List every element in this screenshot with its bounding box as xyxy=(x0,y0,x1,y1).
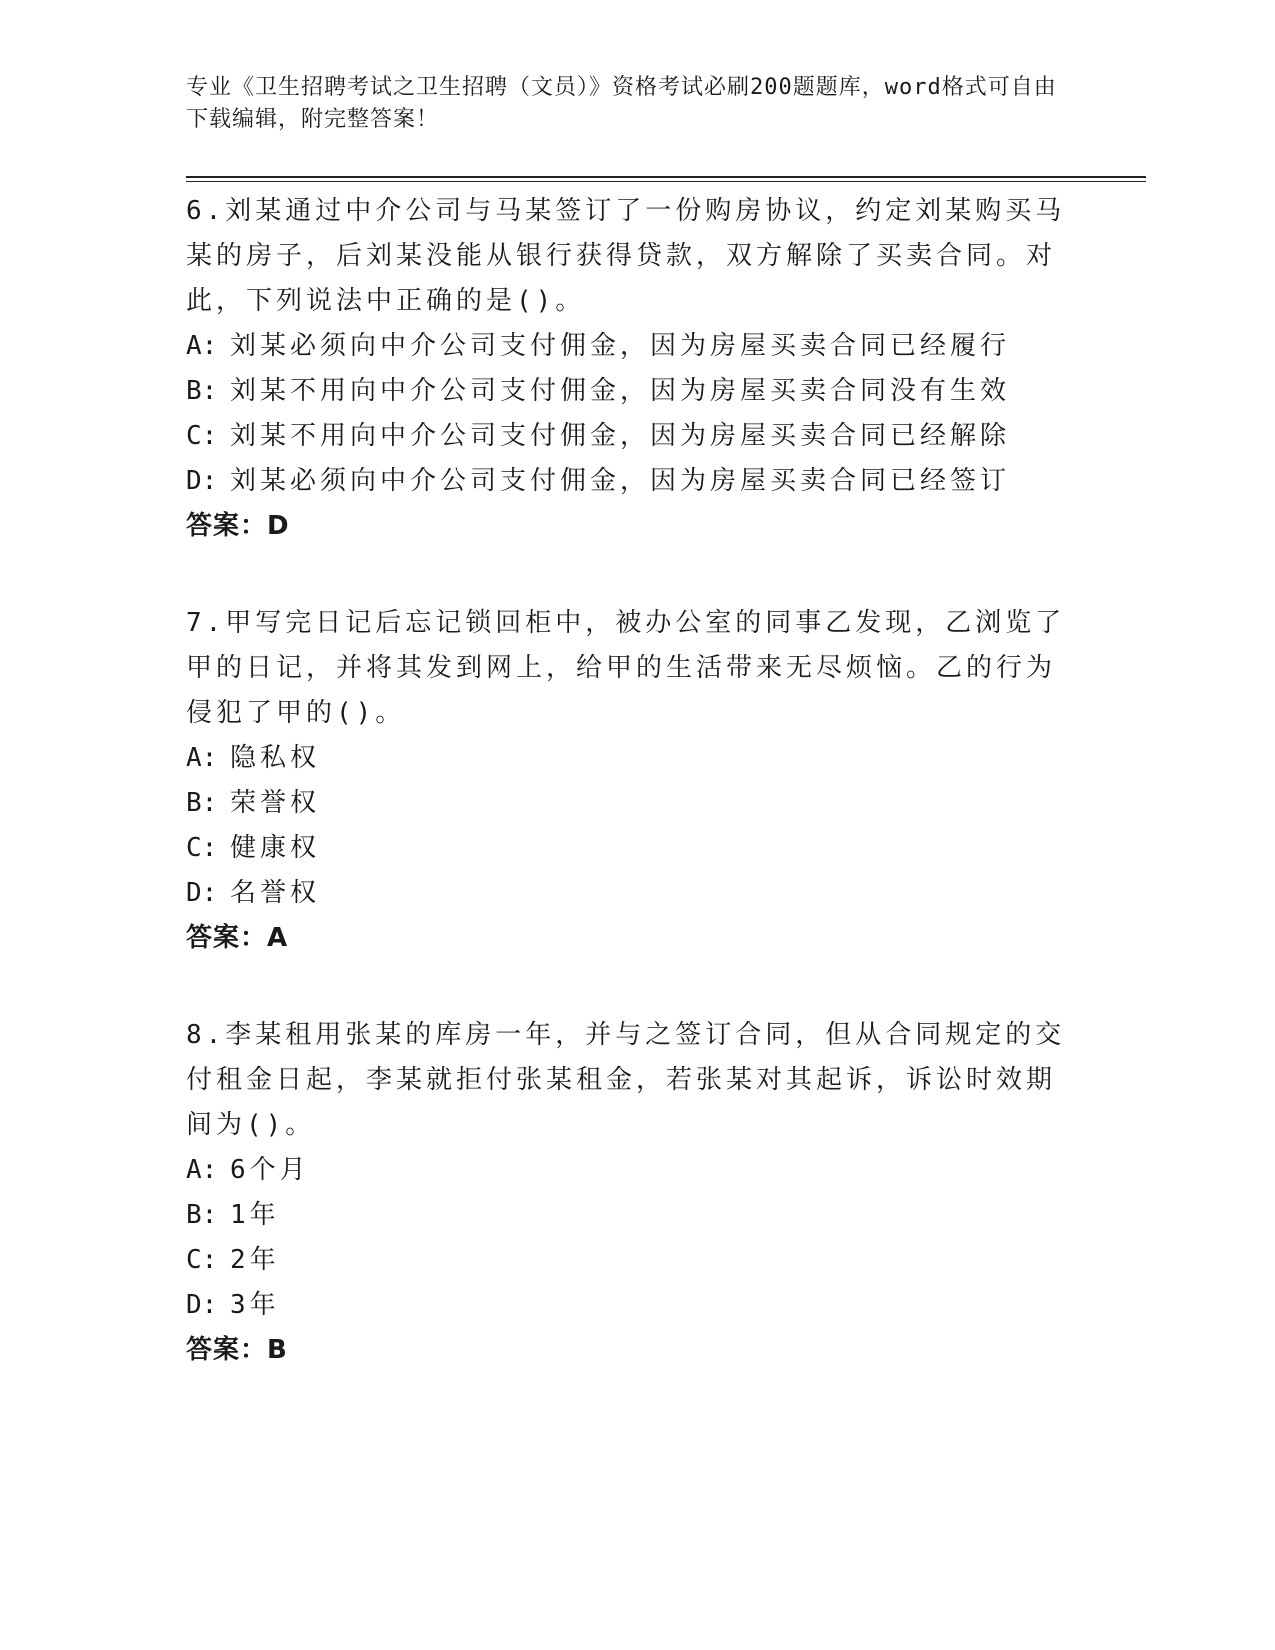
question-list xyxy=(186,189,1066,1425)
option-text: 刘某必须向中介公司支付佣金，因为房屋买卖合同已经签订 xyxy=(230,466,1011,496)
header-divider-thin xyxy=(186,181,1146,182)
option-text: 1年 xyxy=(230,1200,280,1230)
answer-line: 答案：A xyxy=(186,923,289,953)
option-text: 隐私权 xyxy=(230,743,321,773)
option-d xyxy=(186,1283,1066,1328)
option-text: 3年 xyxy=(230,1290,280,1320)
option-text: 刘某必须向中介公司支付佣金，因为房屋买卖合同已经履行 xyxy=(230,331,1011,361)
question-7 xyxy=(186,601,1066,961)
question-stem: 8.李某租用张某的库房一年，并与之签订合同，但从合同规定的交付租金日起，李某就拒付张某租金，若张某对其起诉，诉讼时效期间为()。 xyxy=(186,1020,1066,1140)
question-8 xyxy=(186,1013,1066,1373)
option-d xyxy=(186,459,1066,504)
option-label: D: xyxy=(186,466,218,496)
option-label: B: xyxy=(186,1200,218,1230)
option-text: 名誉权 xyxy=(230,878,321,908)
option-text: 刘某不用向中介公司支付佣金，因为房屋买卖合同已经解除 xyxy=(230,421,1011,451)
option-c xyxy=(186,826,1066,871)
option-label: A: xyxy=(186,743,218,773)
option-label: C: xyxy=(186,421,218,451)
document-header: 专业《卫生招聘考试之卫生招聘（文员）》资格考试必刷200题题库，word格式可自由下载编辑，附完整答案！ xyxy=(186,75,1057,132)
question-stem: 6.刘某通过中介公司与马某签订了一份购房协议，约定刘某购买马某的房子，后刘某没能从银行获得贷款，双方解除了买卖合同。对此，下列说法中正确的是()。 xyxy=(186,196,1066,316)
option-label: C: xyxy=(186,1245,218,1275)
option-b xyxy=(186,781,1066,826)
option-label: D: xyxy=(186,1290,218,1320)
option-b xyxy=(186,369,1066,414)
option-c xyxy=(186,414,1066,459)
option-label: D: xyxy=(186,878,218,908)
question-6 xyxy=(186,189,1066,549)
option-text: 6个月 xyxy=(230,1155,310,1185)
option-d xyxy=(186,871,1066,916)
option-label: B: xyxy=(186,376,218,406)
option-a xyxy=(186,736,1066,781)
option-c xyxy=(186,1238,1066,1283)
header-divider xyxy=(186,176,1146,178)
question-stem: 7.甲写完日记后忘记锁回柜中，被办公室的同事乙发现，乙浏览了甲的日记，并将其发到网上，给甲的生活带来无尽烦恼。乙的行为侵犯了甲的()。 xyxy=(186,608,1066,728)
option-text: 健康权 xyxy=(230,833,321,863)
option-text: 荣誉权 xyxy=(230,788,321,818)
option-label: A: xyxy=(186,1155,218,1185)
answer-line: 答案：D xyxy=(186,511,290,541)
option-a xyxy=(186,1148,1066,1193)
option-b xyxy=(186,1193,1066,1238)
option-text: 2年 xyxy=(230,1245,280,1275)
option-a xyxy=(186,324,1066,369)
option-label: A: xyxy=(186,331,218,361)
option-text: 刘某不用向中介公司支付佣金，因为房屋买卖合同没有生效 xyxy=(230,376,1011,406)
option-label: C: xyxy=(186,833,218,863)
option-label: B: xyxy=(186,788,218,818)
answer-line: 答案：B xyxy=(186,1335,288,1365)
